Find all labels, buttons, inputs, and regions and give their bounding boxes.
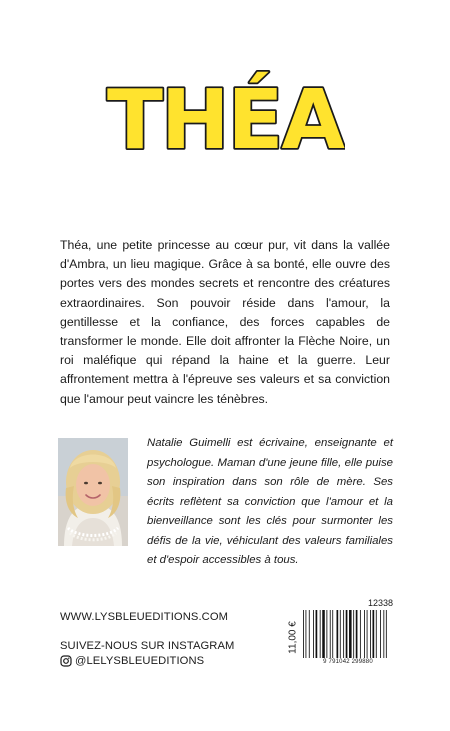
instagram-icon — [60, 655, 72, 667]
author-photo — [58, 438, 128, 546]
price-label — [287, 610, 299, 666]
author-bio-text: Natalie Guimelli est écrivaine, enseignante et psychologue. Maman d'une jeune fille, elle puise son inspiration dans son rôle de mère. Ses écrits reflètent sa conviction que l'amour et la bienveillance sont les clés pour surmonter les défis de la vie, véhiculant des valeurs familiales et d'espoir accessibles à tous. — [147, 437, 393, 566]
book-title-art — [105, 70, 345, 156]
instagram-handle-row[interactable] — [60, 655, 204, 667]
publisher-website-link[interactable]: WWW.LYSBLEUEDITIONS.COM — [60, 611, 229, 623]
barcode-bars — [303, 610, 393, 658]
price-text: 11,00 € — [287, 621, 299, 654]
barcode-code: 12338 — [367, 598, 393, 608]
instagram-handle: @LELYSBLEUEDITIONS — [75, 655, 205, 667]
instagram-prompt: SUIVEZ-NOUS SUR INSTAGRAM — [60, 640, 235, 652]
book-title — [0, 70, 450, 156]
book-title-text: THÉA — [106, 73, 344, 156]
isbn-digits: 9 791042 299880 — [323, 659, 373, 665]
barcode-block — [287, 598, 393, 672]
synopsis-text: Théa, une petite princesse au cœur pur, vit dans la vallée d'Ambra, un lieu magique. Grâce à sa bonté, elle ouvre des portes vers des mondes secrets et rencontre des créatures extraordinaires. Son pouvoir réside dans l'amour, la gentillesse et la confiance, des forces capables de transformer le monde. Elle doit affronter la Flèche Noire, un roi maléfique qui répand la haine et la guerre. Leur affrontement mettra à l'épreuve ses valeurs et sa conviction que l'amour peut vaincre les ténèbres. — [60, 238, 390, 406]
